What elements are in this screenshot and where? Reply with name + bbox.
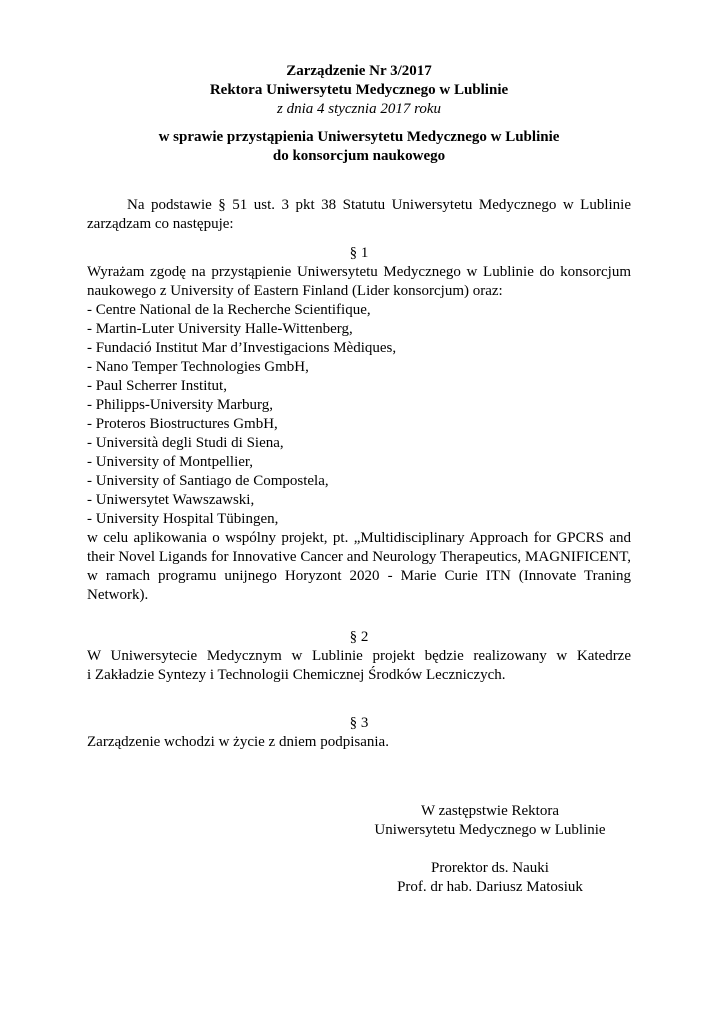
list-item: - Fundació Institut Mar d’Investigacions Mèdiques, [87, 340, 397, 356]
list-item: - Centre National de la Recherche Scientifique, [87, 302, 371, 318]
list-item: - Nano Temper Technologies GmbH, [87, 359, 309, 375]
section-1-purpose-line-3: w ramach programu unijnego Horyzont 2020 - Marie Curie ITN (Innovate Traning [87, 568, 631, 584]
document-header [87, 62, 631, 119]
partner-list [87, 301, 631, 529]
section-3-title: § 3 [349, 715, 369, 731]
section-2-title: § 2 [349, 629, 369, 645]
list-item: - University Hospital Tübingen, [87, 511, 279, 527]
ordinance-date: z dnia 4 stycznia 2017 roku [276, 101, 442, 117]
list-item: - University of Montpellier, [87, 454, 254, 470]
section-1-title: § 1 [349, 245, 369, 261]
list-item: - Philipps-University Marburg, [87, 397, 273, 413]
section-2-line-2: i Zakładzie Syntezy i Technologii Chemicznej Środków Leczniczych. [87, 667, 506, 683]
subject-line-1: w sprawie przystąpienia Uniwersytetu Medycznego w Lublinie [158, 129, 560, 145]
ordinance-subject [87, 128, 631, 166]
section-1 [87, 244, 631, 605]
section-1-purpose-line-1: w celu aplikowania o wspólny projekt, pt. „Multidisciplinary Approach for GPCRS and [87, 530, 631, 546]
signature-line-1: W zastępstwie Rektora [420, 803, 559, 819]
section-3-line-1: Zarządzenie wchodzi w życie z dniem podpisania. [87, 734, 389, 750]
list-item: - Proteros Biostructures GmbH, [87, 416, 278, 432]
section-1-purpose-line-4: Network). [87, 587, 149, 603]
section-1-lead-line-2: naukowego z University of Eastern Finland (Lider konsorcjum) oraz: [87, 283, 503, 299]
signature-line-4: Prof. dr hab. Dariusz Matosiuk [397, 879, 583, 895]
intro-line-2: zarządzam co następuje: [87, 216, 234, 232]
list-item: - Uniwersytet Wawszawski, [87, 492, 255, 508]
subject-line-2: do konsorcjum naukowego [272, 148, 446, 164]
section-2-line-1: W Uniwersytecie Medycznym w Lublinie projekt będzie realizowany w Katedrze [87, 648, 631, 664]
section-3 [87, 714, 631, 752]
list-item: - University of Santiago de Compostela, [87, 473, 329, 489]
section-1-lead-line-1: Wyrażam zgodę na przystąpienie Uniwersytetu Medycznego w Lublinie do konsorcjum [87, 264, 631, 280]
list-item: - Università degli Studi di Siena, [87, 435, 284, 451]
signature-block [340, 802, 640, 897]
list-item: - Martin-Luter University Halle-Wittenberg, [87, 321, 353, 337]
signature-line-3: Prorektor ds. Nauki [431, 860, 549, 876]
list-item: - Paul Scherrer Institut, [87, 378, 227, 394]
signature-line-2: Uniwersytetu Medycznego w Lublinie [374, 822, 606, 838]
section-1-purpose-line-2: their Novel Ligands for Innovative Cancer and Neurology Therapeutics, MAGNIFICENT, [87, 549, 631, 565]
ordinance-number: Zarządzenie Nr 3/2017 [286, 63, 432, 79]
intro-line-1: Na podstawie § 51 ust. 3 pkt 38 Statutu Uniwersytetu Medycznego w Lublinie [127, 197, 631, 213]
ordinance-issuer: Rektora Uniwersytetu Medycznego w Lublinie [209, 82, 509, 98]
section-2 [87, 628, 631, 685]
legal-basis-paragraph [87, 196, 631, 234]
signature-spacer [340, 840, 640, 859]
